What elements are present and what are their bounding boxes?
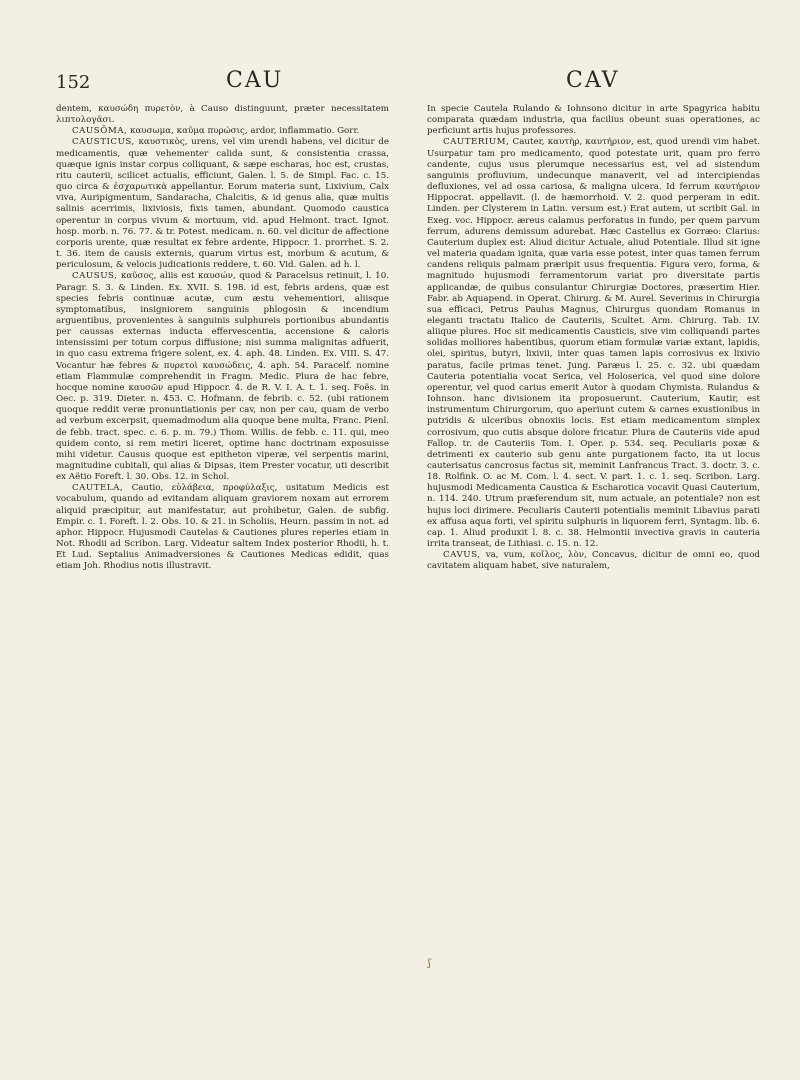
dictionary-entry bbox=[427, 550, 760, 572]
entry-lemma: CAUTERIUM, bbox=[443, 137, 510, 148]
continued-paragraph bbox=[56, 104, 389, 126]
dictionary-entry bbox=[56, 483, 389, 572]
entry-text: va, vum, κοῖλος, λὸν, Concavus, dicitur de omni eo, quod cavitatem aliquam habet, sive naturalem, bbox=[427, 550, 760, 572]
dictionary-entry bbox=[427, 137, 760, 550]
right-column bbox=[427, 104, 760, 573]
entry-lemma: CAUSUS, bbox=[72, 271, 118, 282]
entry-text: καυστικὸς, urens, vel vim urendi habens, vel dicitur de medicamentis, quæ vehementer calida sunt, & consistentia crassa, quæque ignis instar corpus colliquant, & sæpe escharas, hoc est, crustas, ritu cauterii, scilicet actualis, efficiunt, Galen. l. 5. de Simpl. Fac. c. 15. quo circa & ἐσχαρωτικὰ appellantur. Eorum materia sunt, Lixivium, Calx viva, Auripigmentum, Sandaracha, Chalcitis, & id genus alia, quæ multis salinis acerrimis, lixiviosis, fixis tamen, abundant. Quomodo caustica operentur in corpus vivum & mortuum, vid. apud Helmont. tract. Ignot. hosp. morb. n. 76. 77. & tr. Potest. medicam. n. 60. vel dicitur de affectione corporis urente, quæ resultat ex febre ardente, Hippocr. 1. prorrhet. S. 2. t. 36. item de causis externis, quarum virtus est, morbum & acutum, & periculosum, & velocis judicationis reddere, t. 60. Vid. Galen. ad h. l. bbox=[56, 137, 389, 271]
entry-text: Cautio, εὐλάβεια, προφύλαξις, usitatum Medicis est vocabulum, quando ad evitandam aliquam graviorem noxam aut errorem aliquid præcipitur, aut manifestatur, aut prohibetur, Galen. de subfig. Empir. c. 1. Foreft. l. 2. Obs. 10. & 21. in Scholiis, Heurn. passim in not. ad aphor. Hippocr. Hujusmodi Cautelas & Cautiones plures reperies etiam in Not. Rhodii ad Scribon. Larg. Videatur saltem Index posterior Rhodii, h. t. Et Lud. Septalius Animadversiones & Cautiones Medicas edidit, quas etiam Joh. Rhodius notis illustravit. bbox=[56, 483, 389, 572]
entry-lemma: CAUSŌMA, bbox=[72, 126, 128, 137]
entry-text: Cauter, καυτὴρ, καυτήριον, est, quod urendi vim habet. Usurpatur tam pro medicamento, quod potestate urit, quam pro ferro candente, cujus usus plerumque necessarius est, vel ad sistendum sanguinis profluvium, undecunque manaverit, vel ad intercipiendas defluxiones, vel ad ossa cariosa, & maligna ulcera. Id ferrum καυτήριον Hippocrat. appellavit. (l. de hæmorrhoid. V. 2. quod perperam in edit. Linden. per Clysterem in Latin. versum est.) Erat autem, ut scribit Gal. in Exeg. voc. Hippocr. æreus calamus perforatus in fundo, per quem parvum ferrum, adurens demissum adurebat. Hæc Castellus ex Gorræo: Clarius: Cauterium duplex est: Aliud dicitur Actuale, aliud Potentiale. Illud sit igne vel materia quadam ignita, quæ varia esse potest, inter quas tamen ferrum candens reliquis palmam præripit usus frequentia. Figura vero, forma, & magnitudo hujusmodi ferramentorum variat pro diversitate partis applicandæ, de quibus consulantur Chirurgiæ Doctores, præsertim Hier. Fabr. ab Aquapend. in Operat. Chirurg. & M. Aurel. Severinus in Chirurgia sua efficaci, Petrus Paulus Magnus, Chirurgus quondam Romanus in eleganti tractatu Italico de Cauteriis, Scultet. Arm. Chirurg. Tab. LV. aliique plures. Hoc sit medicamentis Causticis, sive vim colliquandi partes solidas molliores habentibus, quorum etiam formulæ variæ extant, lapidis, olei, spiritus, butyri, lixivii, inter quas tamen lapis corrosivus ex lixivio paratus, facile primas tenet. Jung. Paræus l. 25. c. 32. ubi quædam Cauteria potentialia vocat Serica, vel Holoserica, vel quod sine dolore operentur, vel quod carius emerit Autor à quodam Chymista. Rulandus & Iohnson. hanc divisionem ita proposuerunt. Cauterium, Kautir, est instrumentum Chirurgorum, quo aperiunt cutem & carnes exustionibus in putridis & ulceribus obnoxiis locis. Est etiam medicamentum simplex corrosivum, quo cutis absque dolore fricatur. Plura de Cauteriis vide apud Fallop. tr. de Cauteriis Tom. I. Oper. p. 534. seq. Peculiaris poxæ & detrimenti ex cauterio sub genu ante purgationem facto, ita ut locus cauterisatus cancrosus factus sit, meminit Lanfrancus Tract. 3. doctr. 3. c. 18. Rolfink. O. ac M. Com. l. 4. sect. V. part. 1. c. 1. seq. Scribon. Larg. hujusmodi Medicamenta Caustica & Escharotica vocavit Quasi Cauterium, n. 114. 240. Utrum præferendum sit, num actuale, an potentiale? non est hujus loci dirimere. Peculiaris Cauterii potentialis meminit Libavius parati ex affusa aqua forti, vel spiritu sulphuris in liquorem ferri, Syntagm. lib. 6. cap. 1. Aliud produxit l. 8. c. 38. Helmontii invectiva gravis in cauteria irrita transeat, de Lithiasi. c. 15. n. 12. bbox=[427, 137, 760, 550]
entry-lemma: CAUSTICUS, bbox=[72, 137, 135, 148]
entry-text: καῦσος, aliis est καυσών, quod & Paracelsus retinuit, l. 10. Paragr. S. 3. & Linden. Ex. XVII. S. 198. id est, febris ardens, quæ est species febris continuæ acutæ, cum æstu vehementiori, aliisque symptomatibus, insigniorem sanguinis phlogosin & incendium arguentibus, provenientes à sanguinis sulphureis portionibus abundantis per caussas externas inducta effervescentia, accensione & caloris intensissimi per totum corpus diffusione; nisi summa malignitas adfuerit, in quo casu extrema frigere solent, ex. 4. aph. 48. Linden. Ex. VIII. S. 47. Vocantur hæ febres & πυρετοὶ καυσώδεις, 4. aph. 54. Paracelf. nomine etiam Flammulæ comprehendit in Fragm. Medic. Plura de hac febre, hocque nomine καυσῶν apud Hippocr. 4. de R. V. I. A. t. 1. seq. Foës. in Oec. p. 319. Dieter. n. 453. C. Hofmann. de febrib. c. 52. (ubi rationem quoque reddit veræ pronuntiationis per cav, non per cau, quam de verbo ad verbum excerpsit, quemadmodum alia quoque bene multa, Franc. Pienl. de febb. tract. spec. c. 6. p. m. 79.) Thom. Willis. de febb. c. 11. qui, meo quidem conto, si rem metiri liceret, optime hanc doctrinam exposuisse mihi videtur. Causus quoque est epitheton viperæ, vel serpentis marini, magnitudine cubitali, qui alias & Dipsas, item Prester vocatur, uti describit ex Aëtio Foreft. l. 30. Obs. 12. in Schol. bbox=[56, 271, 389, 483]
marginal-mark: ʃ bbox=[428, 958, 431, 969]
entry-lemma: CAVUS, bbox=[443, 550, 481, 561]
entry-lemma: CAUTELA, bbox=[72, 483, 124, 494]
page-header bbox=[56, 66, 760, 96]
page-number: 152 bbox=[56, 72, 91, 93]
dictionary-entry bbox=[56, 126, 389, 137]
entry-text: καυσωμα, καῦμα πυρώσις, ardor, inflammatio. Gorr. bbox=[130, 126, 360, 137]
left-column bbox=[56, 104, 389, 573]
dictionary-entry bbox=[56, 137, 389, 271]
right-running-headword: CAV bbox=[566, 68, 620, 93]
entry-text: dentem, καυσώδη πυρετὸν, à Causo distinguunt, præter necessitatem λιπτολογᾶσι. bbox=[56, 104, 389, 126]
left-running-headword: CAU bbox=[226, 68, 284, 93]
dictionary-entry bbox=[56, 271, 389, 483]
continued-paragraph bbox=[427, 104, 760, 137]
entry-text: In specie Cautela Rulando & Iohnsono dicitur in arte Spagyrica habitu comparata quædam industria, qua facilius obeunt suas operationes, ac perficiunt artis hujus professores. bbox=[427, 104, 760, 137]
